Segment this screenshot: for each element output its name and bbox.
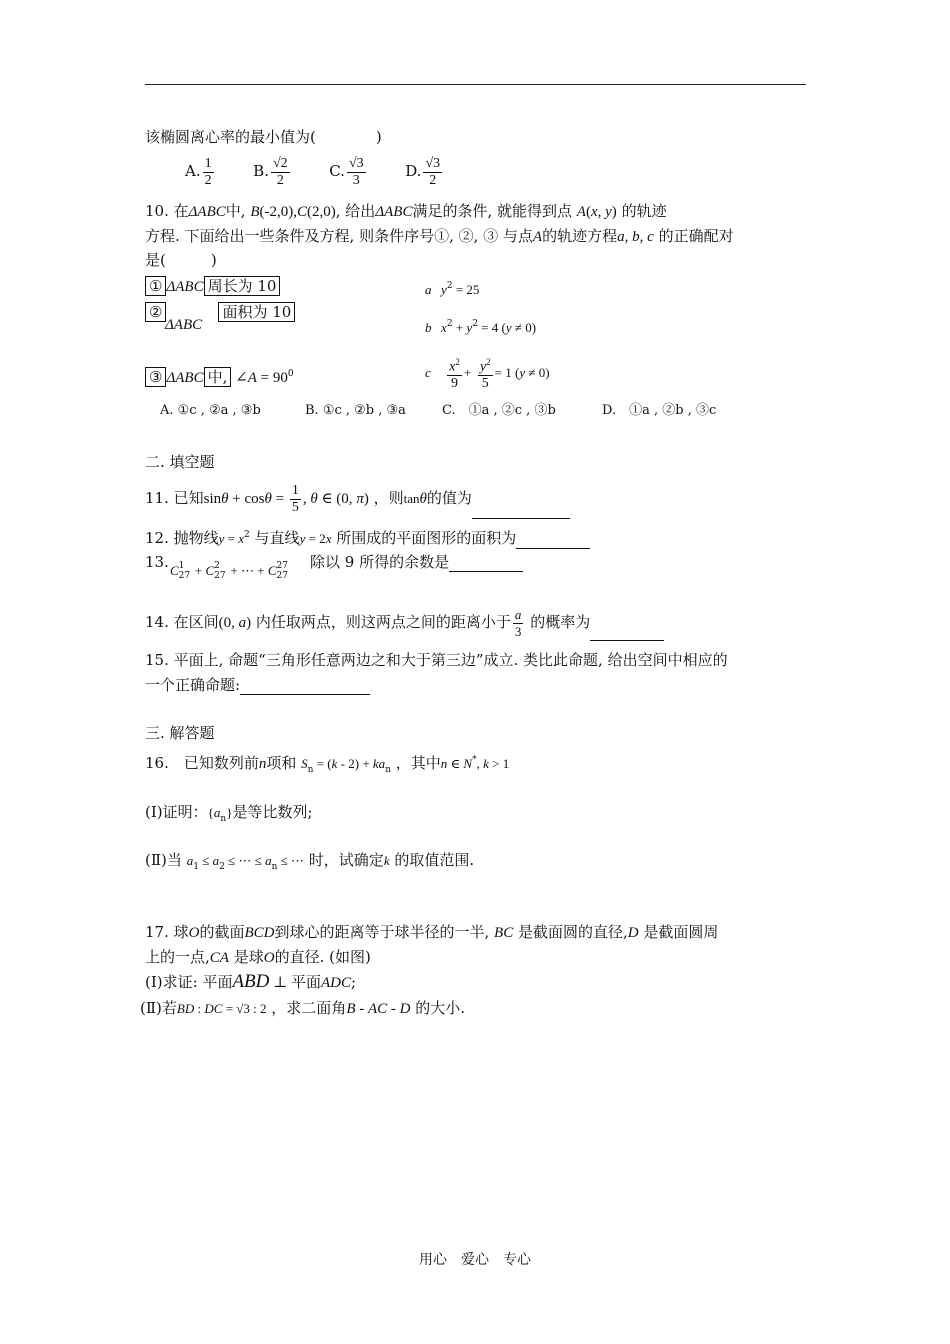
q10-option-b: B. ①c , ②b , ③a xyxy=(305,403,406,418)
q16-stem: 16. 已知数列前n项和 $S_n = (k - 2) + ka_n$ ，其中n ∈ N*, k > 1 xyxy=(145,754,510,775)
q10-option-a: A. ①c , ②a , ③b xyxy=(160,403,261,418)
q10-line2: 方程. 下面给出一些条件及方程, 则条件序号①, ②, ③ 与点A的轨迹方程a, b, c 的正确配对 xyxy=(145,227,734,245)
q9-options: A. $\frac{1}{2}$ B. $\frac{√2}{2}$ C. $\frac{√3}{3}$ D. $\frac{√3}{2}$ xyxy=(185,155,441,188)
q16-part2: (Ⅱ)当 $a_1 \le a_2$ ≤ ⋯ ≤ $a_n$ ≤ ⋯ 时，试确定k 的取值范围. xyxy=(145,851,475,872)
q10-option-c: C. ①a , ②c , ③b xyxy=(442,403,556,418)
q10-condition-2: ② 面积为 10 xyxy=(145,302,295,322)
q15-line1: 15. 平面上, 命题“三角形任意两边之和大于第三边”成立. 类比此命题, 给出空间中相应的 xyxy=(145,651,728,669)
section-2-heading: 二. 填空题 xyxy=(145,453,215,471)
q10-condition-3: ③ ΔABC 中, ∠A = $90^0$ xyxy=(145,364,294,388)
q10-option-d: D. ①a , ②b , ③c xyxy=(602,403,717,418)
q10-line1: 10. 在ΔABC中, B(-2,0),C(2,0), 给出ΔABC满足的条件, 就能得到点 A(x, y) 的轨迹 xyxy=(145,202,667,220)
q13-number: 13. xyxy=(145,553,169,571)
q17-line1: 17. 球O的截面BCD到球心的距离等于球半径的一半, BC 是截面圆的直径,D 是截面圆周 xyxy=(145,923,719,941)
q11: 11. 已知sinθ + cosθ = $\frac{1}{5}$ , θ ∈ (0, π) ，则tanθ的值为 xyxy=(145,478,570,519)
q12: 12. 抛物线$y = x^2$ 与直线y = 2x 所围成的平面图形的面积为 xyxy=(145,525,590,549)
q10-equation-b: b $x^2 + y^2 = 4$ (y ≠ 0) xyxy=(425,319,537,335)
q10-equation-c: c $\frac{x^2}{9}$ + $\frac{y^2}{5}$ = 1 (y ≠ 0) xyxy=(425,352,550,393)
q15-line2: 一个正确命题: xyxy=(145,675,370,695)
q17-line2: 上的一点,CA 是球O的直径. (如图) xyxy=(145,948,371,966)
q10-condition-2-triangle: ΔABC xyxy=(165,317,203,333)
q14: 14. 在区间(0, a) 内任取两点，则这两点之间的距离小于 $\frac{a}{3}$ 的概率为 xyxy=(145,604,664,641)
page-footer: 用心 爱心 专心 xyxy=(419,1252,531,1268)
q10-line3: 是( ) xyxy=(145,251,217,269)
q9-tail: 该椭圆离心率的最小值为( ) xyxy=(145,128,382,146)
q17-part1: (Ⅰ)求证: 平面ABD ⊥ 平面ADC; xyxy=(145,971,357,992)
header-rule xyxy=(145,84,806,85)
q16-part1: (Ⅰ)证明：$\{a_n\}$是等比数列; xyxy=(145,803,313,824)
q13-text: 除以 9 所得的余数是 xyxy=(310,552,523,572)
q10-equation-a: a $y^2 = 25$ xyxy=(425,281,480,297)
q17-part2: (Ⅱ)若BD : DC = √3 : 2 ，求二面角B - AC - D 的大小. xyxy=(140,999,466,1017)
q10-condition-1: ① ΔABC 周长为 10 xyxy=(145,276,280,297)
q13-expression: C 1 27 + C 2 27 + ⋯ + C 27 27 xyxy=(170,561,288,581)
section-3-heading: 三. 解答题 xyxy=(145,724,215,742)
